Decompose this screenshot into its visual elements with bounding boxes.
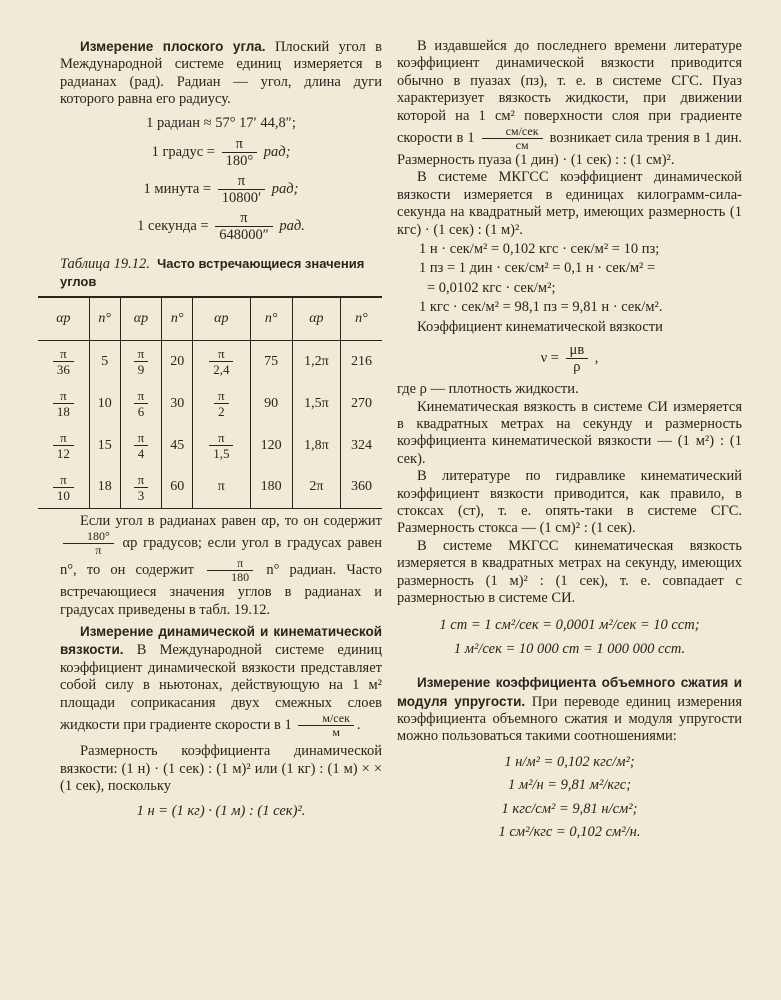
table-cell bbox=[120, 382, 162, 424]
fraction-denominator: 10800′ bbox=[221, 190, 262, 207]
table-cell bbox=[120, 340, 162, 382]
table-cell: 1,2π bbox=[292, 340, 340, 382]
fraction-denominator: 4 bbox=[137, 445, 145, 461]
table-cell: 1,5π bbox=[292, 382, 340, 424]
fraction-denominator: 9 bbox=[137, 362, 145, 378]
fraction-denominator: 2 bbox=[218, 403, 225, 419]
text-run: возникает сила трения в 1 дин. Размерность пуаза (1 дин) · (1 сек) : : (1 см)². bbox=[397, 129, 743, 169]
formula-newton: 1 н = (1 кг) · (1 м) : (1 сек)². bbox=[136, 803, 306, 820]
table-cell: 75 bbox=[250, 340, 292, 382]
table-cell: 120 bbox=[250, 424, 292, 466]
table-cell: 270 bbox=[340, 382, 382, 424]
fraction-denominator: 6 bbox=[137, 403, 145, 419]
table-cell: 18 bbox=[89, 466, 120, 508]
fraction bbox=[215, 210, 273, 243]
fraction bbox=[134, 346, 149, 377]
table-cell: π bbox=[193, 466, 250, 508]
fraction-denominator: 36 bbox=[56, 362, 70, 378]
equation-7: 1 м²/н = 9,81 м²/кгс; bbox=[507, 777, 632, 794]
density-note: где ρ — плотность жидкости. bbox=[397, 381, 579, 398]
table-cell: 1,8π bbox=[292, 424, 340, 466]
viscosity-heading: Измерение динамической и кинематической вязкости. bbox=[60, 624, 382, 658]
poise-paragraph bbox=[397, 38, 742, 169]
fraction bbox=[209, 346, 233, 377]
fraction-numerator: см/сек bbox=[482, 125, 543, 139]
fraction-numerator: π bbox=[222, 136, 258, 153]
table-cell: 5 bbox=[89, 340, 120, 382]
table-header-cell: αр bbox=[292, 297, 340, 341]
equation-6: 1 н/м² = 0,102 кгс/м²; bbox=[504, 753, 635, 770]
fraction-numerator: π bbox=[53, 430, 74, 446]
fraction bbox=[566, 342, 589, 375]
compressibility-heading: Измерение коэффициента объемного сжатия и модуля упругости. bbox=[397, 675, 742, 709]
fraction-denominator: 18 bbox=[56, 403, 70, 419]
fraction-denominator: 2,4 bbox=[213, 362, 230, 378]
table-label: Таблица 19.12. bbox=[60, 256, 150, 273]
equation-1: 1 н · сек/м² = 0,102 кгс · сек/м² = 10 пз; bbox=[419, 241, 660, 258]
text-run: При переводе единиц измерения коэффициента объемного сжатия и модуля упругости можно пользоваться такими соотношениями: bbox=[397, 693, 742, 745]
plane-angle-heading: Измерение плоского угла. bbox=[80, 39, 266, 54]
equation-9: 1 см²/кгс = 0,102 см²/н. bbox=[498, 824, 641, 841]
fraction-numerator: π bbox=[209, 430, 233, 446]
formula-punctuation: , bbox=[594, 349, 599, 366]
fraction-numerator: π bbox=[134, 388, 149, 404]
fraction-denominator: см bbox=[515, 138, 529, 153]
fraction-denominator: 1,5 bbox=[213, 445, 230, 461]
formula-degree bbox=[60, 136, 382, 169]
table-cell bbox=[120, 424, 162, 466]
kinematic-coefficient-label: Коэффициент кинематической вязкости bbox=[417, 318, 663, 335]
fraction bbox=[134, 430, 149, 461]
table-row bbox=[38, 340, 382, 382]
table-cell: 20 bbox=[162, 340, 193, 382]
formula-unit: рад; bbox=[263, 143, 291, 160]
formula-unit: рад. bbox=[279, 217, 305, 234]
table-cell: 180 bbox=[250, 466, 292, 508]
formula-label: ν = bbox=[540, 349, 559, 366]
fraction-denominator: ρ bbox=[573, 359, 581, 376]
viscosity-paragraph bbox=[60, 623, 382, 739]
table-row bbox=[38, 382, 382, 424]
fraction bbox=[214, 388, 229, 419]
angles-table bbox=[38, 296, 382, 509]
table-header-cell: αр bbox=[193, 297, 250, 341]
fraction bbox=[209, 430, 233, 461]
table-header-cell: αр bbox=[38, 297, 89, 341]
equation-2: 1 пз = 1 дин · сек/см² = 0,1 н · сек/м² = bbox=[419, 260, 656, 277]
text-run: n° радиан. Часто встречающиеся значения углов в радианах и градусах приведены в табл. 19.12. bbox=[60, 562, 383, 618]
table-cell bbox=[38, 340, 89, 382]
formula-second bbox=[60, 210, 382, 243]
equation-5: 1 м²/сек = 10 000 ст = 1 000 000 сст. bbox=[453, 640, 686, 657]
fraction bbox=[207, 557, 253, 584]
formula-label: 1 минута = bbox=[143, 180, 212, 197]
formula-label: 1 секунда = bbox=[137, 217, 209, 234]
equation-4: 1 ст = 1 см²/сек = 0,0001 м²/сек = 10 сст; bbox=[439, 617, 700, 634]
table-row bbox=[38, 424, 382, 466]
table-cell: 90 bbox=[250, 382, 292, 424]
table-header-cell: n° bbox=[250, 297, 292, 341]
formula-radian: 1 радиан ≈ 57° 17′ 44,8″; bbox=[146, 114, 296, 131]
fraction-numerator: π bbox=[53, 346, 74, 362]
fraction bbox=[53, 472, 74, 503]
fraction-numerator: π bbox=[207, 557, 253, 571]
fraction bbox=[63, 530, 114, 557]
text-run: В издавшейся до последнего времени литературе коэффициент динамической вязкости приводится обычно в пуазах (пз), т. е. в системе СГС. Пуаз характеризует вязкость жидкости, при движении которой на 1 см² поверхности слоя при градиенте скорости в 1 bbox=[397, 38, 742, 146]
fraction-denominator: м bbox=[332, 725, 340, 740]
equation-8: 1 кгс/см² = 9,81 н/см²; bbox=[501, 800, 638, 817]
fraction-denominator: 12 bbox=[56, 445, 70, 461]
right-column bbox=[397, 38, 742, 843]
table-cell: 10 bbox=[89, 382, 120, 424]
table-cell: 2π bbox=[292, 466, 340, 508]
table-cell: 360 bbox=[340, 466, 382, 508]
text-run: В Международной системе единиц коэффициент динамической вязкости представляет собой силу в ньютонах, действующую на 1 м² площади соприкасания двух смежных слоев жидкости при градиенте скорости в 1 bbox=[60, 642, 382, 733]
fraction bbox=[53, 388, 74, 419]
fraction-numerator: π bbox=[53, 388, 74, 404]
table-cell bbox=[193, 424, 250, 466]
fraction bbox=[134, 388, 149, 419]
table-cell bbox=[38, 424, 89, 466]
fraction-denominator: π bbox=[95, 543, 102, 558]
fraction-denominator: 180 bbox=[231, 570, 250, 585]
stokes-paragraph: В литературе по гидравлике кинематический коэффициент вязкости приводится, как правило, в стоксах (ст), т. е. опять-таки в системе СГС. Размерность стокса — (1 см)² : (1 сек). bbox=[397, 468, 742, 537]
fraction bbox=[53, 346, 74, 377]
fraction-numerator: π bbox=[134, 430, 149, 446]
table-cell: 60 bbox=[162, 466, 193, 508]
fraction-denominator: 648000″ bbox=[219, 227, 269, 244]
table-row bbox=[38, 466, 382, 508]
table-header-cell: n° bbox=[89, 297, 120, 341]
formula-unit: рад; bbox=[271, 180, 299, 197]
table-cell bbox=[193, 340, 250, 382]
table-header-cell: n° bbox=[162, 297, 193, 341]
fraction bbox=[222, 136, 258, 169]
mkgss-dynamic-paragraph: В системе МКГСС коэффициент динамической вязкости измеряется в единицах килограмм-сила-секунда на квадратный метр, имеющих размерность (1 кгс) · (1 сек) : (1 м)². bbox=[397, 169, 742, 238]
table-cell bbox=[38, 466, 89, 508]
table-header-cell: αр bbox=[120, 297, 162, 341]
fraction-denominator: 180° bbox=[225, 153, 254, 170]
fraction bbox=[482, 125, 543, 152]
formula-label: 1 градус = bbox=[151, 143, 215, 160]
formula-minute bbox=[60, 173, 382, 206]
equation-2b: = 0,0102 кгс · сек/м²; bbox=[427, 279, 556, 296]
fraction bbox=[53, 430, 74, 461]
table-cell: 45 bbox=[162, 424, 193, 466]
table-cell bbox=[193, 382, 250, 424]
fraction bbox=[218, 173, 265, 206]
equation-3: 1 кгс · сек/м² = 98,1 пз = 9,81 н · сек/м². bbox=[419, 299, 663, 316]
text-run: αр градусов; если угол в градусах равен n°, то он содержит bbox=[60, 535, 383, 579]
table-header-cell: n° bbox=[340, 297, 382, 341]
fraction-numerator: μв bbox=[566, 342, 589, 359]
fraction-numerator: 180° bbox=[63, 530, 114, 544]
dynamic-dimension-paragraph: Размерность коэффициента динамической вязкости: (1 н) · (1 сек) : (1 м)² или (1 кг) : (1 м) × × (1 сек), поскольку bbox=[60, 743, 382, 794]
table-title: Часто встречающиеся значения углов bbox=[60, 256, 365, 290]
text-run: Если угол в радианах равен αр, то он содержит bbox=[80, 512, 382, 529]
table-cell: 30 bbox=[162, 382, 193, 424]
fraction-numerator: π bbox=[134, 346, 149, 362]
text-run: . bbox=[356, 716, 361, 733]
table-cell: 15 bbox=[89, 424, 120, 466]
fraction bbox=[298, 712, 354, 739]
left-column bbox=[56, 38, 383, 825]
table-cell bbox=[120, 466, 162, 508]
fraction bbox=[134, 472, 149, 503]
table-cell: 216 bbox=[340, 340, 382, 382]
formula-nu bbox=[397, 342, 742, 375]
fraction-numerator: π bbox=[214, 388, 229, 404]
fraction-numerator: м/сек bbox=[298, 712, 354, 726]
fraction-denominator: 3 bbox=[137, 487, 145, 503]
si-kinematic-paragraph: Кинематическая вязкость в системе СИ измеряется в квадратных метрах на секунду и размерность коэффициента кинематической вязкости — (1 м²) : (1 сек). bbox=[397, 398, 742, 467]
table-caption bbox=[60, 255, 382, 292]
table-header-row bbox=[38, 297, 382, 341]
mkgss-kinematic-paragraph: В системе МКГСС кинематическая вязкость измеряется в квадратных метрах на секунду, имеющих размерность (1 м)² : (1 сек), т. е. совпадает с размерностью в системе СИ. bbox=[397, 537, 742, 606]
fraction-numerator: π bbox=[218, 173, 265, 190]
fraction-numerator: π bbox=[215, 210, 273, 227]
fraction-denominator: 10 bbox=[56, 487, 70, 503]
plane-angle-text: Плоский угол в Международной системе единиц измеряется в радианах (рад). Радиан — угол, длина дуги которого равна его радиусу. bbox=[60, 39, 382, 108]
table-cell bbox=[38, 382, 89, 424]
table-cell: 324 bbox=[340, 424, 382, 466]
table-body bbox=[38, 340, 382, 508]
angle-conversion-paragraph bbox=[60, 513, 382, 619]
fraction-numerator: π bbox=[53, 472, 74, 488]
fraction-numerator: π bbox=[209, 346, 233, 362]
fraction-numerator: π bbox=[134, 472, 149, 488]
plane-angle-paragraph bbox=[60, 38, 382, 109]
compressibility-paragraph bbox=[397, 674, 742, 746]
